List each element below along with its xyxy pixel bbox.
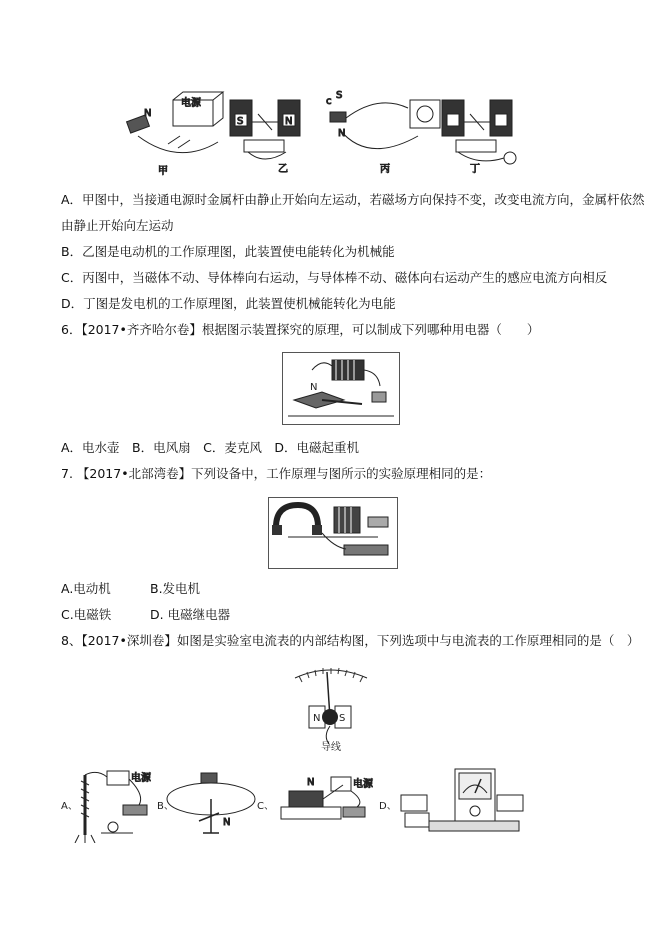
panel-yi-label: 乙	[278, 164, 288, 175]
q8-choices	[61, 765, 581, 843]
q8-choice-d-label: D、	[379, 801, 397, 812]
q7-option-a: A.电动机	[61, 581, 111, 596]
panel-yi-n: N	[285, 116, 293, 127]
q7-option-b: B.发电机	[150, 581, 201, 596]
svg-text:N: N	[307, 777, 315, 788]
q5-option-d: D．丁图是发电机的工作原理图，此装置使机械能转化为电能	[61, 296, 396, 311]
panel-yi-s: S	[237, 116, 244, 127]
q5-option-a-cont: 由静止开始向左运动	[61, 218, 174, 233]
q7-figure	[268, 497, 398, 569]
q8-choice-d	[401, 769, 523, 831]
panel-jia	[127, 92, 223, 177]
panel-bing-n: S	[336, 90, 343, 101]
panel-bing-s: N	[338, 128, 346, 139]
q8-ammeter-s: S	[339, 713, 346, 724]
q7-option-c: C.电磁铁	[61, 607, 112, 622]
q8-choice-b-label: B、	[157, 801, 174, 812]
q6-figure	[282, 352, 400, 425]
q8-ammeter-n: N	[313, 713, 321, 724]
q5-figure	[118, 86, 538, 182]
q5-option-c: C．丙图中，当磁体不动、导体棒向右运动，与导体棒不动、磁体向右运动产生的感应电流方向相反	[61, 270, 608, 285]
q5-option-b: B．乙图是电动机的工作原理图，此装置使电能转化为机械能	[61, 244, 395, 259]
q8-choice-b	[167, 773, 255, 833]
panel-jia-battery: 电源	[181, 98, 201, 109]
q8-ammeter-wire: 导线	[321, 742, 341, 752]
q7-option-d: D. 电磁继电器	[150, 607, 231, 622]
panel-bing	[326, 90, 440, 175]
q8-choice-a-power: 电源	[131, 773, 151, 784]
panel-yi	[230, 100, 300, 175]
q5-option-a: A．甲图中，当接通电源时金属杆由静止开始向左运动，若磁场方向保持不变，改变电流方向，金属杆依然	[61, 192, 645, 207]
q8-choice-a-label: A、	[61, 801, 78, 812]
q8-ammeter-figure	[283, 664, 378, 752]
panel-jia-n: N	[144, 108, 152, 119]
q6-options: A．电水壶 B．电风扇 C．麦克风 D．电磁起重机	[61, 440, 359, 455]
svg-text:c: c	[326, 96, 332, 107]
panel-jia-label: 甲	[158, 166, 168, 177]
q6-stem: 6．【2017•齐齐哈尔卷】根据图示装置探究的原理，可以制成下列哪种用电器（ ）	[61, 322, 540, 337]
svg-text:N: N	[223, 817, 231, 828]
q8-stem: 8、【2017•深圳卷】如图是实验室电流表的内部结构图，下列选项中与电流表的工作原理相同的是（ ）	[61, 633, 640, 648]
panel-bing-label: 丙	[380, 164, 390, 175]
panel-ding-label: 丁	[470, 164, 480, 175]
panel-ding	[442, 100, 516, 175]
q7-stem: 7. 【2017•北部湾卷】下列设备中，工作原理与图所示的实验原理相同的是：	[61, 466, 492, 481]
q8-choice-c-label: C、	[257, 801, 274, 812]
svg-text:N: N	[310, 382, 318, 393]
q8-choice-c-power: 电源	[353, 779, 373, 790]
q8-choice-a	[75, 771, 152, 843]
q8-choice-c	[281, 777, 374, 819]
